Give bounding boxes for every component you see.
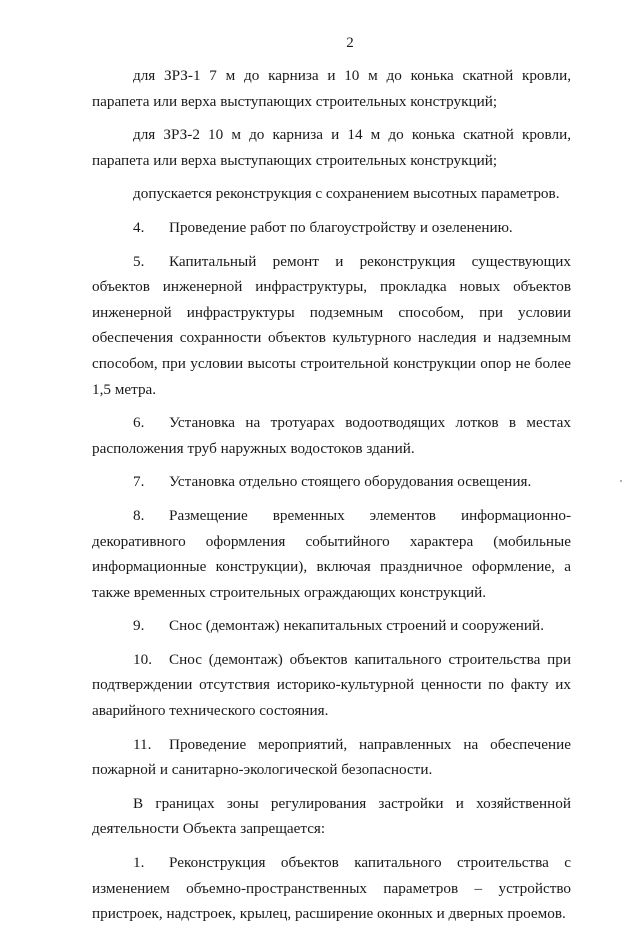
item-number: 9. bbox=[133, 617, 145, 635]
item-number: 10. bbox=[133, 650, 152, 668]
paragraph-text: Капитальный ремонт и реконструкция существующих объектов инженерной инфраструктуры, прокладка новых объектов инженерной инфраструктуры подземным способом, при условии обеспечения сохранности объектов культурного наследия и надземным способом, при условии высоты строительной конструкции опор не более 1,5 метра. bbox=[92, 252, 571, 398]
paragraph-zrz2 bbox=[92, 122, 571, 173]
item-number: 11. bbox=[133, 735, 152, 753]
list-item-5 bbox=[92, 249, 571, 403]
paragraph-zrz1 bbox=[92, 63, 571, 114]
list-item-9 bbox=[92, 613, 571, 639]
list-item-6 bbox=[92, 410, 571, 461]
list-item-10 bbox=[92, 647, 571, 724]
item-number: 5. bbox=[133, 252, 145, 270]
document-body bbox=[92, 63, 571, 935]
paragraph-text: для ЗРЗ-1 7 м до карниза и 10 м до конька скатной кровли, парапета или верха выступающих строительных конструкций; bbox=[92, 67, 571, 110]
paragraph-text: Размещение временных элементов информационно-декоративного оформления событийного характера (мобильные информационные конструкции), включая праздничное оформление, а также временных строительных ограждающих конструкций. bbox=[92, 506, 571, 601]
item-number: 6. bbox=[133, 414, 145, 432]
prohibited-item-1 bbox=[92, 850, 571, 927]
list-item-8 bbox=[92, 503, 571, 605]
paragraph-text: Снос (демонтаж) некапитальных строений и сооружений. bbox=[169, 617, 544, 635]
paragraph-prohibited-intro bbox=[92, 791, 571, 842]
item-number: 7. bbox=[133, 473, 145, 491]
paragraph-text: Снос (демонтаж) объектов капитального строительства при подтверждении отсутствия историко-культурной ценности по факту их аварийного технического состояния. bbox=[92, 650, 571, 720]
list-item-11 bbox=[92, 732, 571, 783]
paragraph-text: Проведение мероприятий, направленных на обеспечение пожарной и санитарно-экологической безопасности. bbox=[92, 735, 571, 779]
page-number: 2 bbox=[346, 35, 354, 51]
item-number: 8. bbox=[133, 506, 145, 524]
paragraph-reconstruction-allowed bbox=[92, 181, 571, 207]
paragraph-text: Проведение работ по благоустройству и озеленению. bbox=[169, 218, 513, 236]
paragraph-text: Реконструкция объектов капитального строительства с изменением объемно-пространственных параметров – устройство пристроек, надстроек, крылец, расширение оконных и дверных проемов. bbox=[92, 854, 571, 923]
paragraph-text: допускается реконструкция с сохранением высотных параметров. bbox=[133, 185, 560, 203]
item-number: 1. bbox=[133, 854, 145, 872]
paragraph-text: для ЗРЗ-2 10 м до карниза и 14 м до конька скатной кровли, парапета или верха выступающих строительных конструкций; bbox=[92, 126, 571, 169]
scan-speck bbox=[620, 480, 622, 482]
list-item-4 bbox=[92, 215, 571, 241]
paragraph-text: Установка отдельно стоящего оборудования освещения. bbox=[169, 473, 532, 491]
paragraph-text: В границах зоны регулирования застройки и хозяйственной деятельности Объекта запрещается: bbox=[92, 794, 571, 838]
item-number: 4. bbox=[133, 218, 145, 236]
list-item-7 bbox=[92, 469, 571, 495]
paragraph-text: Установка на тротуарах водоотводящих лотков в местах расположения труб наружных водостоков зданий. bbox=[92, 414, 571, 457]
